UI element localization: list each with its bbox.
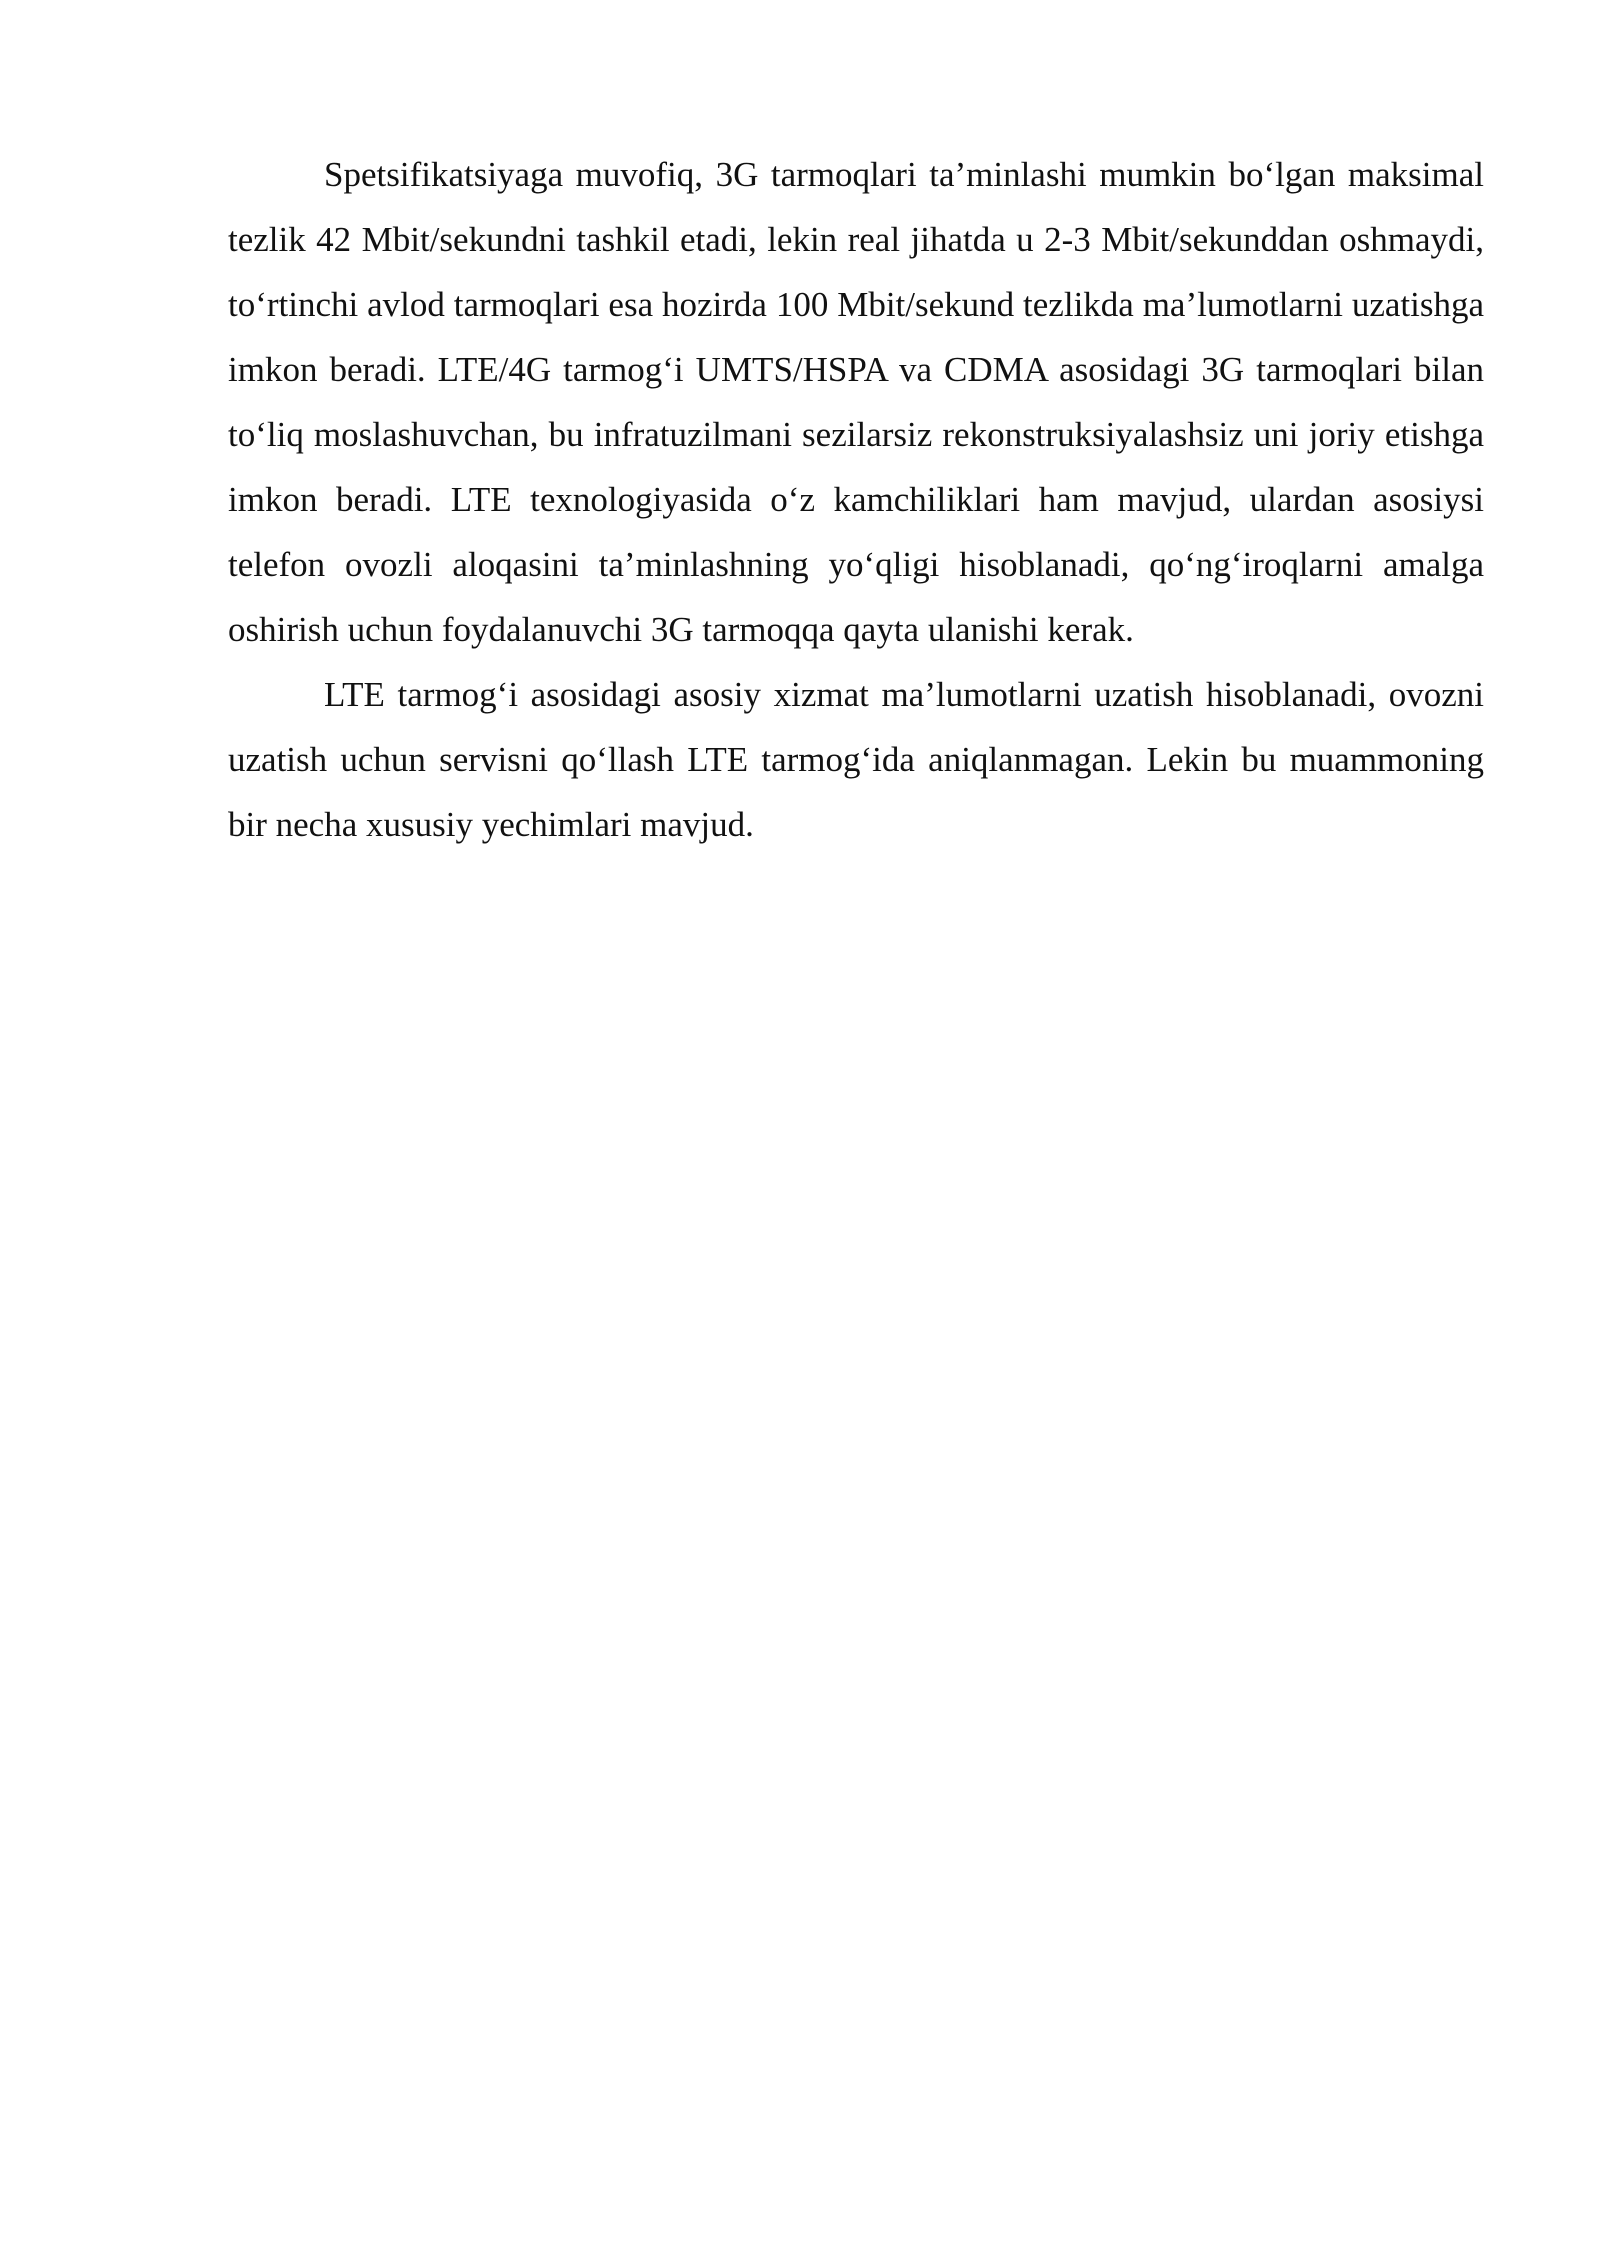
document-body [228, 142, 1484, 857]
paragraph-2: LTE tarmog‘i asosidagi asosiy xizmat ma’lumotlarni uzatish hisoblanadi, ovozni uzatish uchun servisni qo‘llash LTE tarmog‘ida aniqlanmagan. Lekin bu muammoning bir necha xususiy yechimlari mavjud. [228, 675, 1484, 844]
paragraph-1: Spetsifikatsiyaga muvofiq, 3G tarmoqlari ta’minlashi mumkin bo‘lgan maksimal tezlik 42 Mbit/sekundni tashkil etadi, lekin real jihatda u 2-3 Mbit/sekunddan oshmaydi, to‘rtinchi avlod tarmoqlari esa hozirda 100 Mbit/sekund tezlikda ma’lumotlarni uzatishga imkon beradi. LTE/4G tarmog‘i UMTS/HSPA va CDMA asosidagi 3G tarmoqlari bilan to‘liq moslashuvchan, bu infratuzilmani sezilarsiz rekonstruksiyalashsiz uni joriy etishga imkon beradi. LTE texnologiyasida o‘z kamchiliklari ham mavjud, ulardan asosiysi telefon ovozli aloqasini ta’minlashning yo‘qligi hisoblanadi, qo‘ng‘iroqlarni amalga oshirish uchun foydalanuvchi 3G tarmoqqa qayta ulanishi kerak. [228, 155, 1484, 649]
